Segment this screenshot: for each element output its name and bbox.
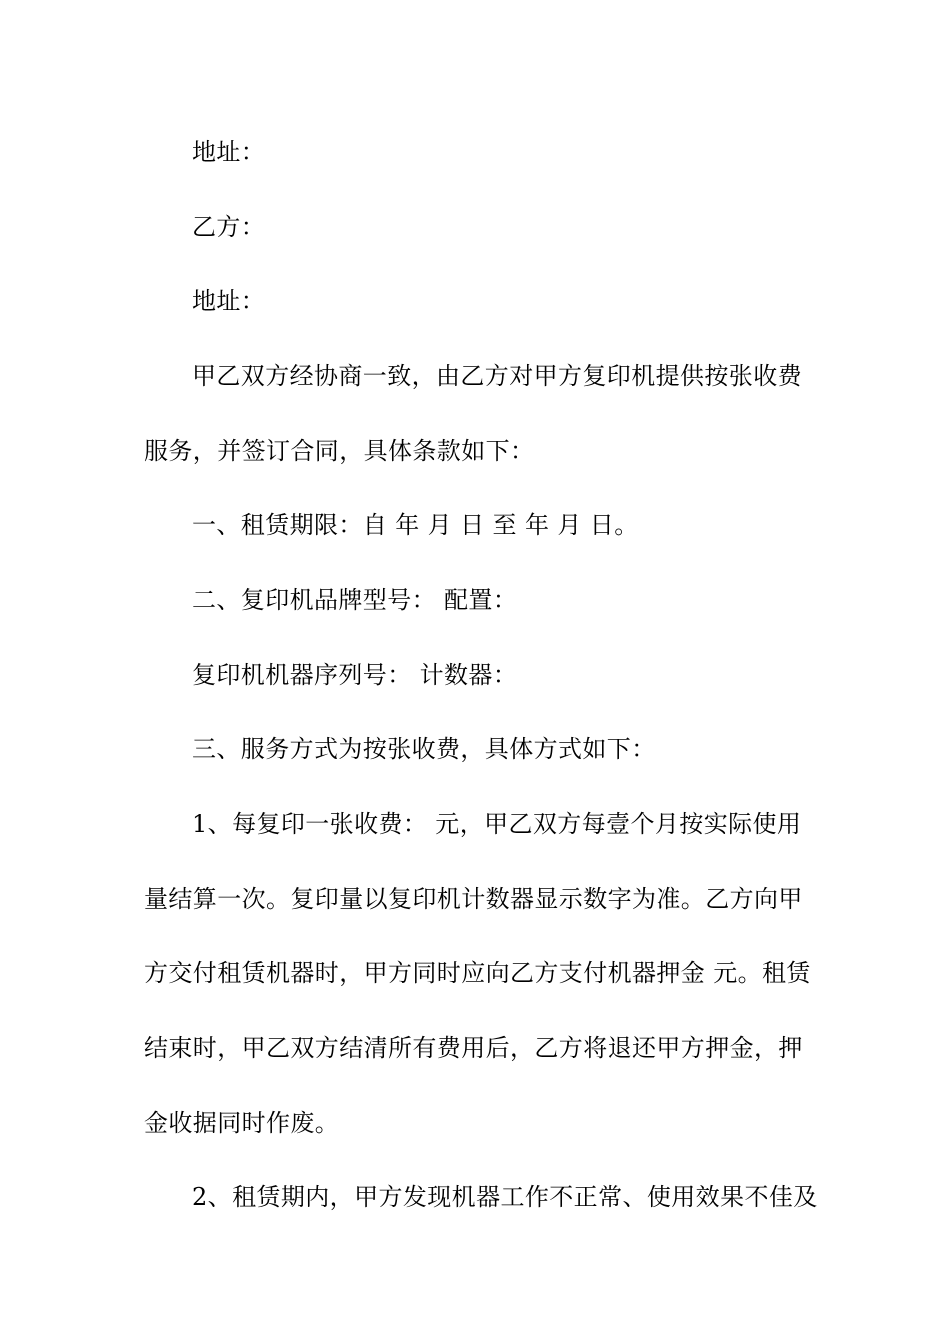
- address-line-party-b: 地址：: [192, 287, 266, 315]
- clause-3-item-1-line-5: 金收据同时作废。: [144, 1109, 340, 1137]
- party-b-line: 乙方：: [192, 213, 266, 241]
- address-line-party-a: 地址：: [192, 138, 266, 166]
- clause-2-serial-counter: 复印机机器序列号： 计数器：: [192, 661, 518, 689]
- intro-paragraph-line-2: 服务，并签订合同，具体条款如下：: [144, 437, 535, 465]
- clause-3-item-1-line-3: 方交付租赁机器时，甲方同时应向乙方支付机器押金 元。租赁: [144, 959, 811, 987]
- clause-3-item-1-line-1: 1、每复印一张收费： 元，甲乙双方每壹个月按实际使用: [192, 810, 802, 838]
- clause-1-lease-term: 一、租赁期限：自 年 月 日 至 年 月 日。: [192, 511, 639, 539]
- intro-paragraph-line-1: 甲乙双方经协商一致，由乙方对甲方复印机提供按张收费: [192, 362, 802, 390]
- clause-2-copier-model: 二、复印机品牌型号： 配置：: [192, 586, 518, 614]
- clause-3-service-method: 三、服务方式为按张收费，具体方式如下：: [192, 735, 656, 763]
- clause-3-item-2-line-1: 2、租赁期内，甲方发现机器工作不正常、使用效果不佳及: [192, 1183, 818, 1211]
- clause-3-item-1-line-2: 量结算一次。复印量以复印机计数器显示数字为准。乙方向甲: [144, 885, 803, 913]
- clause-3-item-1-line-4: 结束时，甲乙双方结清所有费用后，乙方将退还甲方押金，押: [144, 1034, 803, 1062]
